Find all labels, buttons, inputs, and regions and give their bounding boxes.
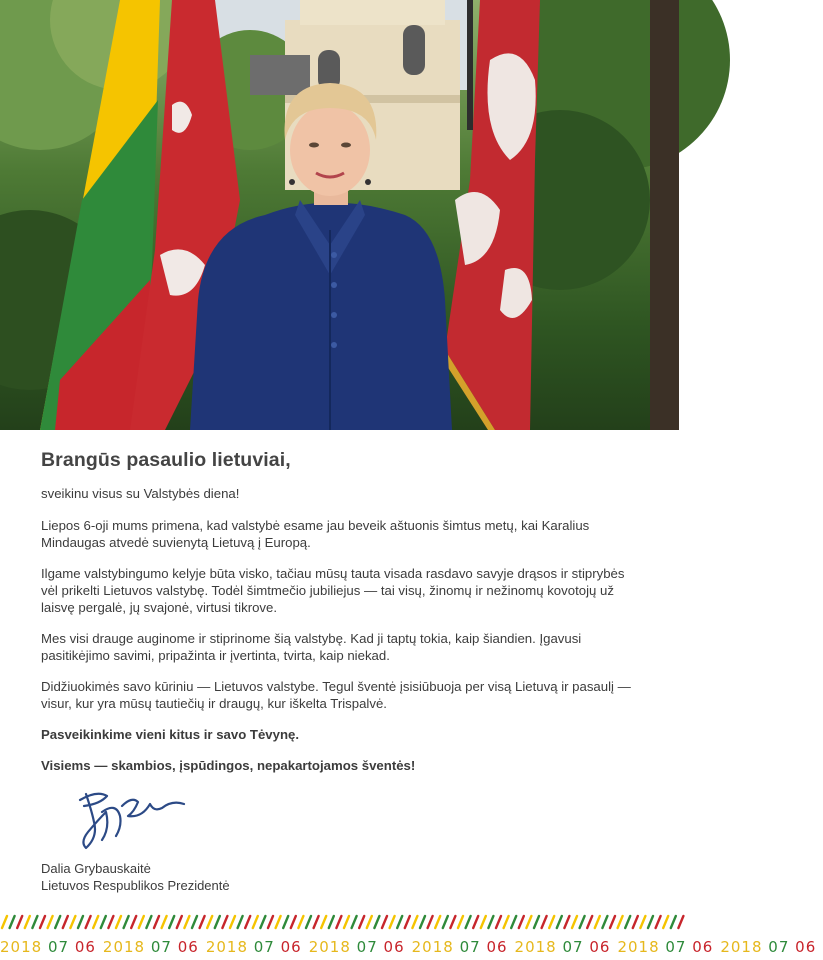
stitch-mark (504, 916, 509, 928)
stitch-mark (640, 916, 645, 928)
stitch-mark (238, 916, 243, 928)
stitch-mark (397, 916, 402, 928)
stitch-mark (329, 916, 334, 928)
stitch-mark (162, 916, 167, 928)
date-group (309, 938, 405, 956)
stitch-mark (473, 916, 478, 928)
stitch-mark (63, 916, 68, 928)
stitch-mark (200, 916, 205, 928)
date-day: 06 (486, 938, 508, 956)
date-month: 07 (150, 938, 178, 956)
stitch-mark (192, 916, 197, 928)
letter-paragraph: Didžiuokimės savo kūriniu — Lietuvos valstybe. Tegul šventė įsisiūbuoja per visą Lietuvą ir pasaulį — visur, kur yra mūsų tautiečių ir draugų, kur iškelta Trispalvė. (41, 679, 631, 711)
date-day: 06 (74, 938, 96, 956)
signer-name: Dalia Grybauskaitė (41, 861, 151, 876)
stitch-mark (458, 916, 463, 928)
stitch-mark (580, 916, 585, 928)
date-day: 06 (589, 938, 611, 956)
stitch-mark (101, 916, 106, 928)
date-month: 07 (47, 938, 75, 956)
stitch-mark (656, 916, 661, 928)
date-month: 07 (459, 938, 487, 956)
date-year: 2018 (411, 938, 460, 956)
stitch-mark (610, 916, 615, 928)
stitch-mark (663, 916, 668, 928)
stitch-mark (519, 916, 524, 928)
stitch-mark (116, 916, 121, 928)
stitch-mark (678, 916, 683, 928)
stitch-mark (625, 916, 630, 928)
stitch-mark (488, 916, 493, 928)
date-group (617, 938, 713, 956)
stitch-mark (222, 916, 227, 928)
stitch-mark (435, 916, 440, 928)
stitch-mark (374, 916, 379, 928)
stitch-mark (496, 916, 501, 928)
date-year: 2018 (205, 938, 254, 956)
stitch-mark (55, 916, 60, 928)
letter-greeting: Brangūs pasaulio lietuviai, (41, 449, 291, 471)
stitch-mark (283, 916, 288, 928)
stitch-mark (2, 916, 7, 928)
stitch-mark (511, 916, 516, 928)
stitch-mark (382, 916, 387, 928)
date-group (206, 938, 302, 956)
stitch-mark (443, 916, 448, 928)
letter-paragraph: Mes visi drauge auginome ir stiprinome šią valstybę. Kad ji taptų tokia, kaip šiandien. Įgavusi pasitikėjimo savimi, pripažinta ir įvertinta, tvirta, kaip niekad. (41, 631, 582, 663)
signer-title: Lietuvos Respublikos Prezidentė (41, 878, 230, 893)
stitch-mark (648, 916, 653, 928)
stitch-mark (633, 916, 638, 928)
signature-icon (72, 782, 192, 852)
stitch-mark (412, 916, 417, 928)
stitch-mark (86, 916, 91, 928)
letter-paragraph: Liepos 6-oji mums primena, kad valstybė esame jau beveik aštuonis šimtus metų, kai Karalius Mindaugas atvedė suvienytą Lietuvą į Europą. (41, 518, 590, 550)
date-year: 2018 (102, 938, 151, 956)
stitch-mark (420, 916, 425, 928)
stitch-mark (154, 916, 159, 928)
date-group (720, 938, 816, 956)
header-photo (0, 0, 679, 430)
stitch-mark (352, 916, 357, 928)
stitch-mark (671, 916, 676, 928)
date-month: 07 (356, 938, 384, 956)
stitch-mark (587, 916, 592, 928)
stitch-mark (450, 916, 455, 928)
date-year: 2018 (0, 938, 48, 956)
date-day: 06 (795, 938, 817, 956)
stitch-mark (108, 916, 113, 928)
stitch-pattern (0, 912, 679, 934)
stitch-mark (314, 916, 319, 928)
date-month: 07 (253, 938, 281, 956)
stitch-mark (336, 916, 341, 928)
date-group (412, 938, 508, 956)
stitch-mark (124, 916, 129, 928)
stitch-mark (602, 916, 607, 928)
stitch-mark (526, 916, 531, 928)
letter-closing-line: Visiems — skambios, įspūdingos, nepakartojamos šventės! (41, 758, 416, 773)
stitch-mark (139, 916, 144, 928)
stitch-mark (70, 916, 75, 928)
date-year: 2018 (617, 938, 666, 956)
date-day: 06 (692, 938, 714, 956)
stitch-mark (25, 916, 30, 928)
stitch-mark (48, 916, 53, 928)
stitch-mark (32, 916, 37, 928)
stitch-mark (367, 916, 372, 928)
date-year: 2018 (308, 938, 357, 956)
stitch-mark (390, 916, 395, 928)
stitch-mark (428, 916, 433, 928)
stitch-mark (276, 916, 281, 928)
signer-block (41, 860, 230, 894)
letter-closing-line: Pasveikinkime vieni kitus ir savo Tėvynę. (41, 727, 300, 742)
date-year: 2018 (514, 938, 563, 956)
stitch-mark (291, 916, 296, 928)
date-group (0, 938, 96, 956)
stitch-mark (564, 916, 569, 928)
stitch-mark (557, 916, 562, 928)
stitch-mark (207, 916, 212, 928)
stitch-mark (17, 916, 22, 928)
date-day: 06 (177, 938, 199, 956)
stitch-mark (184, 916, 189, 928)
stitch-mark (298, 916, 303, 928)
stitch-mark (268, 916, 273, 928)
stitch-mark (260, 916, 265, 928)
stitch-mark (618, 916, 623, 928)
stitch-mark (177, 916, 182, 928)
stitch-mark (359, 916, 364, 928)
date-day: 06 (280, 938, 302, 956)
stitch-mark (40, 916, 45, 928)
stitch-mark (549, 916, 554, 928)
letter-body (41, 449, 641, 788)
date-month: 07 (562, 938, 590, 956)
letter-paragraph: sveikinu visus su Valstybės diena! (41, 486, 240, 501)
date-group (515, 938, 611, 956)
stitch-mark (146, 916, 151, 928)
stitch-mark (344, 916, 349, 928)
date-year: 2018 (720, 938, 769, 956)
decorative-footer (0, 912, 817, 960)
stitch-mark (306, 916, 311, 928)
date-strip (0, 938, 817, 960)
president-portrait-illustration (0, 0, 679, 430)
stitch-mark (131, 916, 136, 928)
date-month: 07 (768, 938, 796, 956)
stitch-mark (595, 916, 600, 928)
date-month: 07 (665, 938, 693, 956)
stitch-mark (542, 916, 547, 928)
stitch-mark (93, 916, 98, 928)
date-group (103, 938, 199, 956)
stitch-mark (572, 916, 577, 928)
stitch-mark (405, 916, 410, 928)
stitch-mark (10, 916, 15, 928)
stitch-mark (466, 916, 471, 928)
stitch-mark (230, 916, 235, 928)
stitch-mark (481, 916, 486, 928)
stitch-mark (169, 916, 174, 928)
stitch-mark (245, 916, 250, 928)
stitch-mark (534, 916, 539, 928)
stitch-mark (321, 916, 326, 928)
stitch-mark (253, 916, 258, 928)
letter-paragraph: Ilgame valstybingumo kelyje būta visko, tačiau mūsų tauta visada rasdavo savyje drąsos ir stiprybės vėl prikelti Lietuvos valstybę. Todėl šimtmečio jubiliejus — tai visų, žinomų ir nežinomų kovotojų už laisvę pergalė, jų svajonė, virtusi tikrove. (41, 566, 625, 615)
date-day: 06 (383, 938, 405, 956)
stitch-mark (215, 916, 220, 928)
stitch-mark (78, 916, 83, 928)
